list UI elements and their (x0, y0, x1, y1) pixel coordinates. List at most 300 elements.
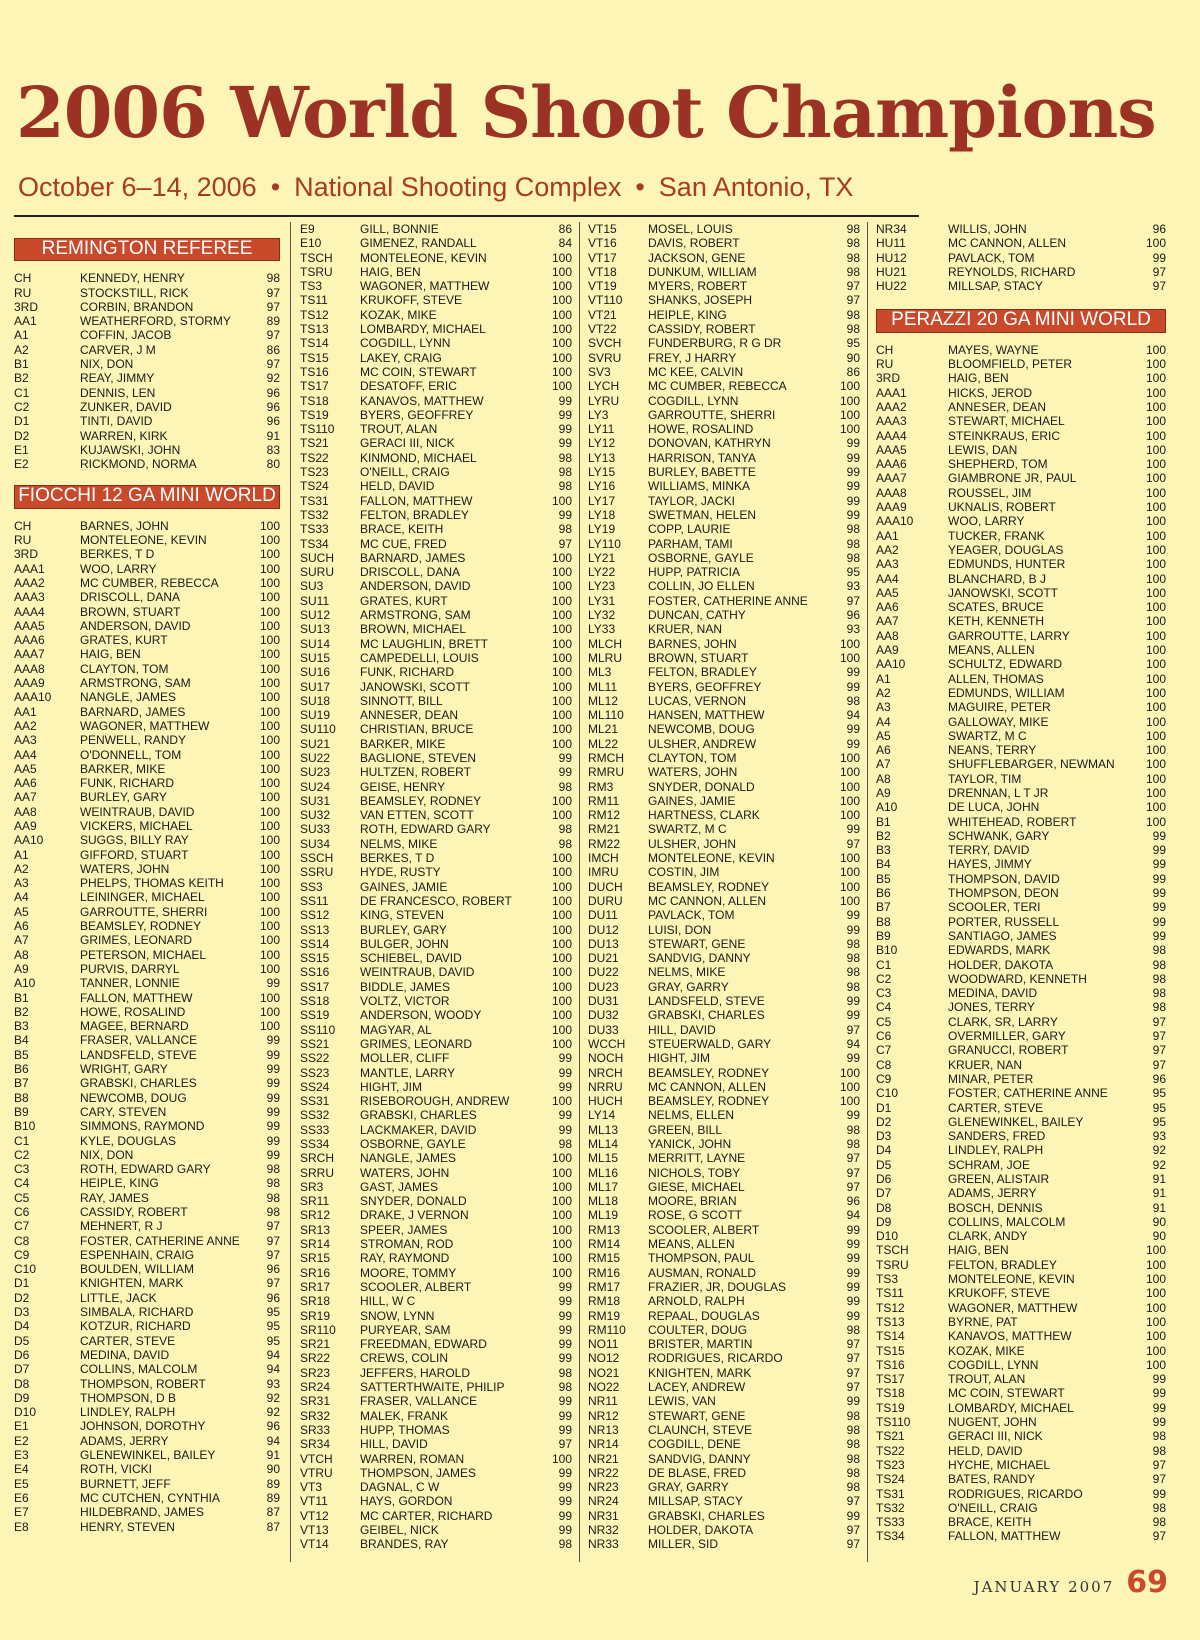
result-score: 100 (259, 561, 280, 576)
result-name: SCOOLER, ALBERT (360, 1279, 472, 1294)
result-name: NELMS, MIKE (648, 965, 726, 980)
result-class: TS14 (876, 1329, 905, 1344)
result-score: 100 (551, 736, 572, 751)
result-name: LEININGER, MICHAEL (80, 890, 205, 905)
result-name: GRABSKI, CHARLES (648, 1008, 765, 1023)
result-row (588, 308, 860, 322)
result-name: CREWS, COLIN (360, 1351, 449, 1366)
result-name: BARNARD, JAMES (80, 704, 186, 719)
result-class: AAA4 (876, 428, 907, 443)
result-name: MAGUIRE, PETER (948, 700, 1051, 715)
result-score: 99 (558, 765, 572, 780)
result-score: 100 (551, 951, 572, 966)
result-name: CASSIDY, ROBERT (648, 322, 756, 337)
result-class: AA4 (876, 571, 899, 586)
result-name: LINDLEY, RALPH (948, 1143, 1044, 1158)
result-class: RM12 (588, 808, 621, 823)
result-class: SU32 (300, 808, 331, 823)
result-score: 100 (259, 590, 280, 605)
result-name: RICKMOND, NORMA (80, 457, 197, 472)
result-row (876, 1344, 1166, 1358)
result-row (588, 837, 860, 851)
result-name: TERRY, DAVID (948, 843, 1030, 858)
result-row (300, 336, 572, 350)
result-row (14, 1434, 280, 1448)
result-name: BEAMSLEY, RODNEY (648, 879, 770, 894)
result-row (14, 1191, 280, 1205)
result-name: WOO, LARRY (80, 561, 157, 576)
result-name: CLARK, SR, LARRY (948, 1014, 1058, 1029)
result-class: E3 (14, 1448, 29, 1463)
result-class: B9 (876, 928, 891, 943)
result-class: DUCH (588, 879, 623, 894)
result-row (14, 429, 280, 443)
result-name: CLAYTON, TOM (80, 661, 169, 676)
result-row (588, 1452, 860, 1466)
result-row (300, 1494, 572, 1508)
result-score: 100 (1145, 428, 1166, 443)
result-name: SATTERTHWAITE, PHILIP (360, 1380, 505, 1395)
result-score: 99 (1152, 900, 1166, 915)
result-class: AAA5 (876, 442, 907, 457)
result-row (876, 429, 1166, 443)
result-class: SS21 (300, 1036, 330, 1051)
result-row (14, 314, 280, 328)
result-row (876, 872, 1166, 886)
result-class: VT12 (300, 1508, 329, 1523)
result-name: MOORE, BRIAN (648, 1194, 737, 1209)
result-name: COPP, LAURIE (648, 522, 731, 537)
result-score: 100 (551, 565, 572, 580)
result-row (14, 1319, 280, 1333)
results-column-3 (588, 222, 860, 1552)
result-score: 97 (266, 299, 280, 314)
result-row (14, 300, 280, 314)
result-name: MALEK, FRANK (360, 1408, 449, 1423)
result-name: JANOWSKI, SCOTT (360, 679, 471, 694)
result-score: 99 (266, 1090, 280, 1105)
result-score: 100 (839, 636, 860, 651)
result-name: FELTON, BRADLEY (648, 665, 757, 680)
result-class: RMRU (588, 765, 624, 780)
result-score: 99 (558, 1294, 572, 1309)
result-class: C4 (876, 1000, 892, 1015)
result-score: 97 (846, 836, 860, 851)
result-row (876, 1029, 1166, 1043)
result-name: GRAY, GARRY (648, 979, 729, 994)
result-row (14, 1276, 280, 1290)
result-name: SCHULTZ, EDWARD (948, 657, 1062, 672)
result-score: 96 (846, 1194, 860, 1209)
result-row (300, 537, 572, 551)
result-class: NR22 (588, 1465, 619, 1480)
result-score: 99 (846, 1008, 860, 1023)
result-row (300, 637, 572, 651)
result-row (876, 371, 1166, 385)
result-score: 100 (551, 1179, 572, 1194)
result-class: SR16 (300, 1265, 331, 1280)
result-score: 100 (551, 994, 572, 1009)
result-score: 96 (1152, 222, 1166, 236)
result-name: TAYLOR, JACKI (648, 493, 735, 508)
result-name: SCOOLER, TERI (948, 900, 1041, 915)
result-name: BULGER, JOHN (360, 936, 449, 951)
result-class: B1 (14, 357, 29, 372)
result-row (300, 1351, 572, 1365)
result-name: GARROUTTE, LARRY (948, 628, 1070, 643)
result-class: 3RD (876, 371, 901, 386)
result-score: 95 (846, 565, 860, 580)
result-score: 100 (1145, 743, 1166, 758)
result-class: B6 (14, 1062, 29, 1077)
result-class: SS34 (300, 1137, 330, 1151)
result-score: 99 (846, 450, 860, 465)
result-name: SCHRAM, JOE (948, 1157, 1031, 1172)
result-row (876, 1015, 1166, 1029)
result-name: EDMUNDS, HUNTER (948, 557, 1066, 572)
result-name: TAYLOR, TIM (948, 771, 1022, 786)
result-class: AAA1 (14, 561, 45, 576)
result-row (876, 600, 1166, 614)
result-score: 100 (551, 1008, 572, 1023)
result-row (876, 386, 1166, 400)
result-score: 92 (1152, 1157, 1166, 1172)
result-row (876, 643, 1166, 657)
result-row (876, 757, 1166, 771)
result-row (300, 579, 572, 593)
result-score: 99 (1152, 1400, 1166, 1415)
result-row (300, 322, 572, 336)
result-score: 94 (846, 1208, 860, 1223)
result-class: NR34 (876, 222, 907, 236)
result-class: E2 (14, 1433, 29, 1448)
result-row (588, 537, 860, 551)
result-name: GARROUTTE, SHERRI (648, 407, 776, 422)
result-class: SR32 (300, 1408, 331, 1423)
result-name: SHANKS, JOSEPH (648, 293, 753, 308)
result-class: AA7 (876, 614, 899, 629)
result-name: SWETMAN, HELEN (648, 507, 757, 522)
result-score: 97 (1152, 1014, 1166, 1029)
result-name: MERRITT, LAYNE (648, 1151, 746, 1166)
result-score: 99 (558, 1079, 572, 1094)
result-score: 97 (846, 1022, 860, 1037)
result-row (588, 422, 860, 436)
result-name: GRABSKI, CHARLES (360, 1108, 477, 1123)
result-score: 100 (259, 761, 280, 776)
result-score: 98 (846, 250, 860, 265)
result-name: BOSCH, DENNIS (948, 1200, 1043, 1215)
result-name: CORBIN, BRANDON (80, 299, 194, 314)
result-row (588, 637, 860, 651)
result-name: PETERSON, MICHAEL (80, 947, 207, 962)
result-name: HIGHT, JIM (648, 1051, 710, 1066)
result-row (14, 1334, 280, 1348)
result-name: CHRISTIAN, BRUCE (360, 722, 474, 737)
result-name: BYERS, GEOFFREY (360, 407, 474, 422)
result-class: TS18 (876, 1386, 905, 1401)
result-class: VT110 (588, 293, 623, 308)
result-class: B2 (876, 828, 891, 843)
result-name: BROWN, MICHAEL (360, 622, 467, 637)
result-row (876, 1101, 1166, 1115)
result-name: GERACI III, NICK (360, 436, 455, 451)
result-score: 98 (846, 965, 860, 980)
result-name: MANTLE, LARRY (360, 1065, 456, 1080)
result-row (588, 808, 860, 822)
result-row (588, 1509, 860, 1523)
result-row (876, 1172, 1166, 1186)
result-score: 98 (846, 1137, 860, 1151)
result-score: 100 (1145, 500, 1166, 515)
result-score: 97 (846, 1337, 860, 1352)
result-score: 100 (1145, 342, 1166, 357)
result-class: AAA6 (876, 457, 907, 472)
result-row (300, 494, 572, 508)
result-score: 100 (551, 1208, 572, 1223)
result-name: SANDVIG, DANNY (648, 951, 751, 966)
result-class: SU31 (300, 793, 331, 808)
result-row (14, 1391, 280, 1405)
result-row (300, 379, 572, 393)
result-score: 97 (558, 1437, 572, 1452)
result-score: 100 (551, 322, 572, 337)
result-row (588, 780, 860, 794)
result-score: 100 (259, 547, 280, 562)
result-name: BOULDEN, WILLIAM (80, 1262, 195, 1277)
result-row (14, 976, 280, 990)
result-row (300, 293, 572, 307)
result-class: B4 (876, 857, 891, 872)
result-row (876, 1086, 1166, 1100)
result-name: BYERS, GEOFFREY (648, 679, 762, 694)
result-class: TSRU (300, 264, 333, 279)
result-row (300, 908, 572, 922)
result-score: 90 (1152, 1229, 1166, 1244)
result-name: MC CUE, FRED (360, 536, 447, 551)
result-name: GRABSKI, CHARLES (80, 1076, 197, 1091)
result-row (876, 1315, 1166, 1329)
result-name: HAIG, BEN (948, 371, 1009, 386)
result-score: 97 (1152, 1472, 1166, 1487)
result-class: RM14 (588, 1237, 621, 1252)
result-row (876, 1472, 1166, 1486)
result-name: WILLIAMS, MINKA (648, 479, 751, 494)
result-name: WRIGHT, GARY (80, 1062, 168, 1077)
result-name: PAVLACK, TOM (648, 908, 735, 923)
result-name: JEFFERS, HAROLD (360, 1365, 471, 1380)
result-score: 97 (266, 328, 280, 343)
result-name: COGDILL, LYNN (360, 336, 451, 351)
result-row (300, 980, 572, 994)
result-name: MILLER, SID (648, 1537, 719, 1552)
result-name: NEWCOMB, DOUG (80, 1090, 187, 1105)
result-row (876, 915, 1166, 929)
result-row (300, 279, 572, 293)
result-name: DE LUCA, JOHN (948, 800, 1040, 815)
result-class: SR17 (300, 1279, 331, 1294)
result-class: A5 (876, 728, 891, 743)
result-score: 98 (266, 1205, 280, 1219)
result-class: LY12 (588, 436, 616, 451)
result-class: TS34 (876, 1529, 905, 1544)
result-score: 99 (846, 479, 860, 494)
result-name: RAY, JAMES (80, 1190, 149, 1205)
result-class: ML11 (588, 679, 618, 694)
result-name: GREEN, BILL (648, 1122, 723, 1137)
result-name: GRATES, KURT (80, 633, 168, 648)
result-class: VT3 (300, 1480, 323, 1495)
result-row (588, 965, 860, 979)
result-row (300, 1223, 572, 1237)
result-row (876, 900, 1166, 914)
result-name: KOZAK, MIKE (948, 1343, 1025, 1358)
result-row (876, 1515, 1166, 1529)
result-score: 100 (551, 908, 572, 923)
result-score: 99 (846, 994, 860, 1009)
result-row (588, 436, 860, 450)
result-row (300, 708, 572, 722)
result-row (588, 293, 860, 307)
result-name: MAYES, WAYNE (948, 342, 1039, 357)
result-class: SS110 (300, 1022, 336, 1037)
result-score: 96 (266, 385, 280, 400)
result-score: 100 (1145, 1257, 1166, 1272)
result-class: TS17 (876, 1372, 905, 1387)
result-score: 100 (839, 793, 860, 808)
result-score: 91 (266, 1448, 280, 1463)
result-row (300, 522, 572, 536)
result-row (876, 1358, 1166, 1372)
result-class: MLCH (588, 636, 623, 651)
result-score: 99 (558, 393, 572, 408)
result-class: C9 (14, 1247, 30, 1262)
result-row (14, 1234, 280, 1248)
result-score: 100 (259, 633, 280, 648)
result-name: GRAY, GARRY (648, 1480, 729, 1495)
result-row (588, 336, 860, 350)
results-column-2 (300, 222, 572, 1552)
result-score: 98 (558, 1137, 572, 1151)
result-name: PENWELL, RANDY (80, 733, 187, 748)
result-score: 100 (259, 776, 280, 791)
result-row (300, 1466, 572, 1480)
result-name: BRISTER, MARTIN (648, 1337, 753, 1352)
result-row (14, 1062, 280, 1076)
result-row (876, 857, 1166, 871)
result-row (14, 1377, 280, 1391)
result-name: KRUKOFF, STEVE (360, 293, 463, 308)
result-score: 100 (839, 893, 860, 908)
result-row (14, 343, 280, 357)
result-score: 100 (1145, 485, 1166, 500)
result-row (588, 1337, 860, 1351)
result-name: KRUER, NAN (648, 622, 723, 637)
result-name: SWARTZ, M C (648, 822, 727, 837)
result-name: BEAMSLEY, RODNEY (648, 1094, 770, 1109)
result-score: 99 (846, 1222, 860, 1237)
result-class: TS13 (300, 322, 329, 337)
result-score: 100 (839, 393, 860, 408)
result-class: E5 (14, 1476, 29, 1491)
result-class: B10 (876, 943, 898, 958)
result-name: NANGLE, JAMES (360, 1151, 457, 1166)
result-score: 80 (266, 457, 280, 472)
result-class: TS21 (300, 436, 329, 451)
result-row (876, 500, 1166, 514)
result-name: LUCAS, VERNON (648, 693, 747, 708)
result-name: BARNES, JOHN (648, 636, 737, 651)
result-name: MC CANNON, ALLEN (648, 1079, 767, 1094)
result-name: STEWART, MICHAEL (948, 414, 1065, 429)
result-score: 99 (1152, 1415, 1166, 1430)
result-row (14, 733, 280, 747)
result-class: LYCH (588, 379, 620, 394)
result-score: 99 (266, 1147, 280, 1162)
result-row (588, 851, 860, 865)
results-column-1 (14, 222, 280, 1534)
result-class: AAA6 (14, 633, 45, 648)
result-name: DENNIS, LEN (80, 385, 156, 400)
result-row (588, 894, 860, 908)
result-row (588, 880, 860, 894)
result-class: SR19 (300, 1308, 331, 1323)
result-class: VT19 (588, 279, 617, 294)
result-score: 98 (846, 951, 860, 966)
result-name: SCOOLER, ALBERT (648, 1222, 760, 1237)
result-name: OSBORNE, GAYLE (360, 1137, 466, 1151)
result-row (588, 737, 860, 751)
result-row (14, 762, 280, 776)
result-row (300, 594, 572, 608)
result-name: NIX, DON (80, 1147, 134, 1162)
result-name: BLANCHARD, B J (948, 571, 1047, 586)
result-score: 100 (551, 1222, 572, 1237)
result-score: 99 (846, 1051, 860, 1066)
result-name: SIMMONS, RAYMOND (80, 1119, 205, 1134)
result-row (14, 905, 280, 919)
result-row (14, 1019, 280, 1033)
result-score: 93 (846, 622, 860, 637)
result-row (300, 308, 572, 322)
result-name: HILDEBRAND, JAMES (80, 1505, 205, 1520)
result-score: 98 (558, 1365, 572, 1380)
result-row (588, 222, 860, 236)
result-score: 100 (551, 1237, 572, 1252)
result-name: FALLON, MATTHEW (360, 493, 473, 508)
result-row (14, 1262, 280, 1276)
result-name: SHEPHERD, TOM (948, 457, 1048, 472)
result-class: SU15 (300, 650, 331, 665)
result-name: WAGONER, MATTHEW (80, 718, 210, 733)
result-class: NR13 (588, 1422, 619, 1437)
result-row (300, 1452, 572, 1466)
result-name: BRACE, KEITH (948, 1515, 1032, 1530)
result-class: RM21 (588, 822, 621, 837)
result-class: TS22 (300, 450, 329, 465)
result-name: LACKMAKER, DAVID (360, 1122, 477, 1137)
result-name: SANDERS, FRED (948, 1129, 1046, 1144)
result-score: 99 (1152, 886, 1166, 901)
result-name: SIMBALA, RICHARD (80, 1305, 194, 1320)
result-score: 99 (1152, 250, 1166, 265)
result-row (876, 1386, 1166, 1400)
result-class: RM110 (588, 1322, 626, 1337)
result-score: 99 (1152, 871, 1166, 886)
result-name: TINTI, DAVID (80, 414, 153, 429)
result-class: A6 (14, 919, 29, 934)
result-row (300, 1266, 572, 1280)
